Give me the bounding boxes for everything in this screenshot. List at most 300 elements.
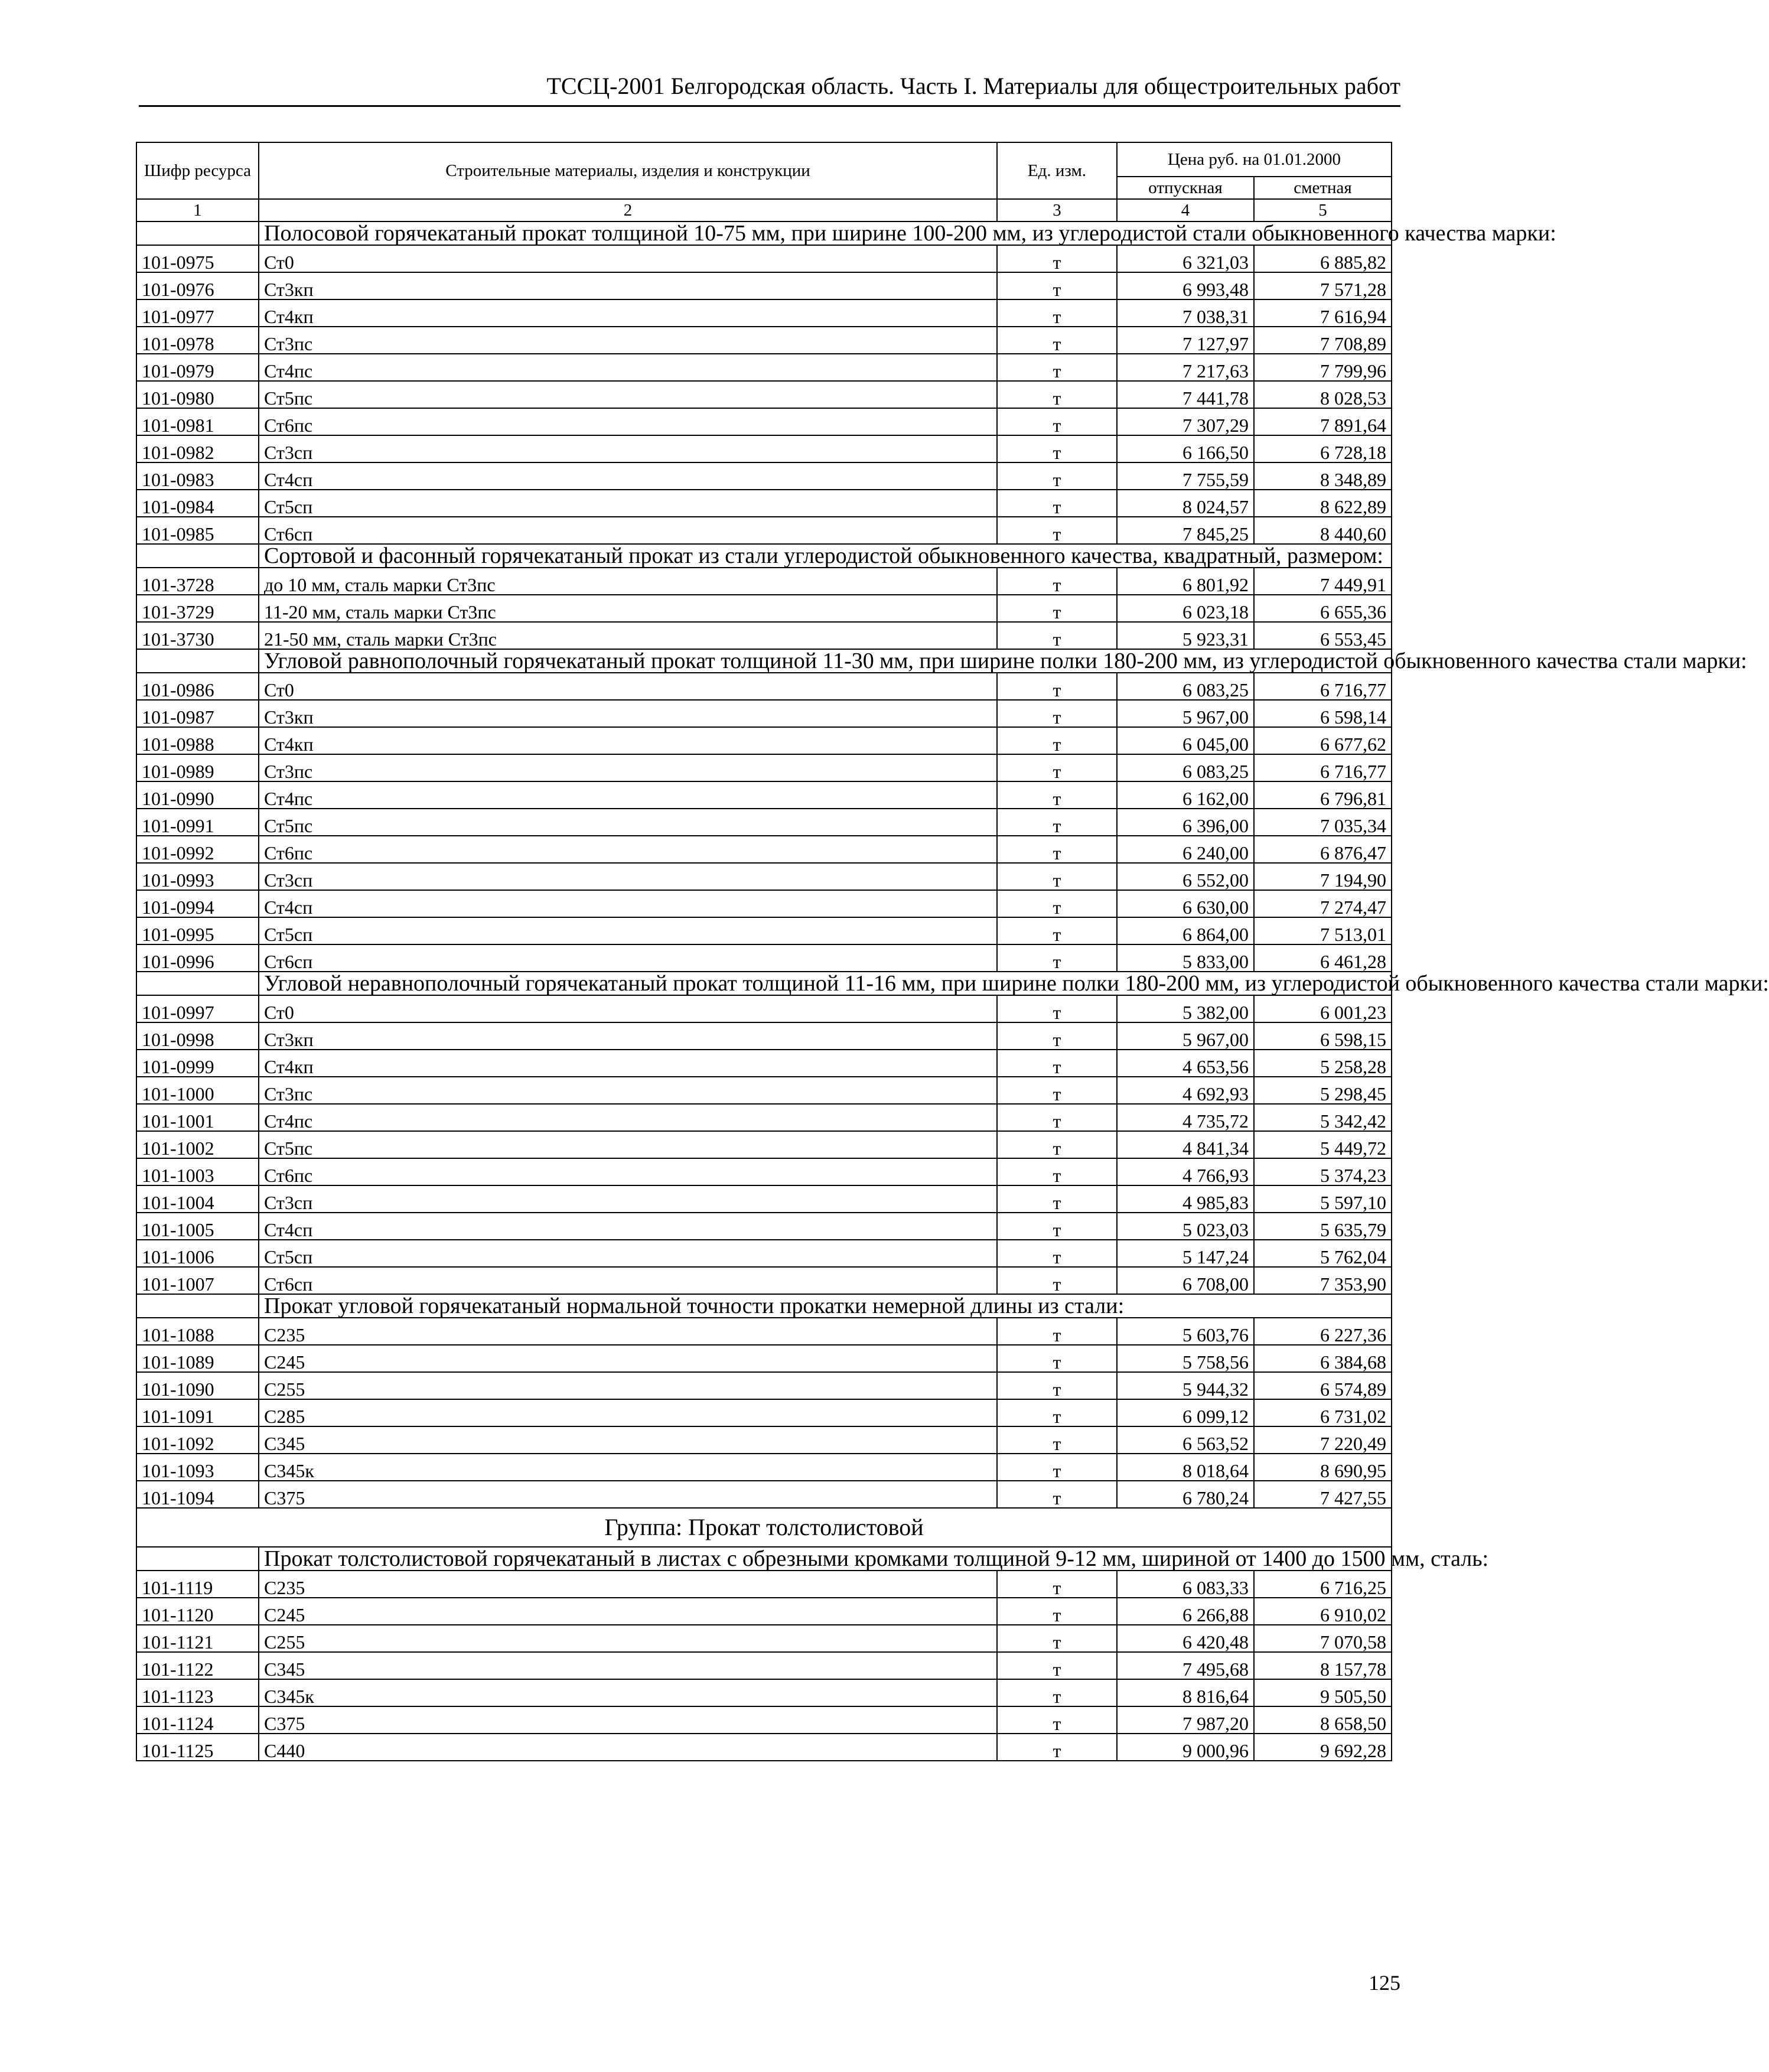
- resource-code: 101-1125: [136, 1734, 259, 1761]
- unit-cell: т: [997, 1399, 1117, 1426]
- resource-code: 101-0980: [136, 381, 259, 408]
- table-row: [136, 1652, 1392, 1679]
- section-title: Полосовой горячекатаный прокат толщиной 10-75 мм, при ширине 100-200 мм, из углеродистой стали обыкновенного качества марки:: [259, 221, 1392, 245]
- table-row: [136, 568, 1392, 595]
- price-estimate: 6 574,89: [1254, 1372, 1392, 1399]
- header-price-release: отпускная: [1117, 177, 1254, 199]
- column-number: 4: [1117, 199, 1254, 221]
- table-row: [136, 1185, 1392, 1213]
- resource-code: 101-1120: [136, 1598, 259, 1625]
- price-estimate: 6 716,77: [1254, 754, 1392, 781]
- price-release: 6 321,03: [1117, 245, 1254, 272]
- price-release: 5 758,56: [1117, 1345, 1254, 1372]
- unit-cell: т: [997, 700, 1117, 727]
- resource-code: 101-1092: [136, 1426, 259, 1454]
- price-release: 6 099,12: [1117, 1399, 1254, 1426]
- price-estimate: 6 227,36: [1254, 1318, 1392, 1345]
- material-name: С285: [259, 1399, 997, 1426]
- unit-cell: т: [997, 1158, 1117, 1185]
- price-estimate: 7 571,28: [1254, 272, 1392, 299]
- price-release: 7 307,29: [1117, 408, 1254, 435]
- resource-code: 101-0993: [136, 863, 259, 890]
- price-estimate: 6 598,15: [1254, 1022, 1392, 1050]
- table-row: [136, 381, 1392, 408]
- header-divider: [139, 105, 1400, 107]
- resource-code: 101-0977: [136, 299, 259, 327]
- column-number: 2: [259, 199, 997, 221]
- unit-cell: т: [997, 1104, 1117, 1131]
- unit-cell: т: [997, 1734, 1117, 1761]
- price-estimate: 7 708,89: [1254, 327, 1392, 354]
- table-header-row: [136, 142, 1392, 177]
- material-name: С345: [259, 1426, 997, 1454]
- price-release: 6 780,24: [1117, 1481, 1254, 1508]
- unit-cell: т: [997, 408, 1117, 435]
- table-row: [136, 1734, 1392, 1761]
- unit-cell: т: [997, 622, 1117, 649]
- table-row: [136, 1158, 1392, 1185]
- price-estimate: 5 258,28: [1254, 1050, 1392, 1077]
- resource-code: 101-0985: [136, 517, 259, 544]
- section-row: [136, 1294, 1392, 1318]
- resource-code: 101-3729: [136, 595, 259, 622]
- table-row: [136, 1598, 1392, 1625]
- section-row: [136, 649, 1392, 673]
- material-name: Ст6сп: [259, 944, 997, 972]
- unit-cell: т: [997, 299, 1117, 327]
- table-row: [136, 995, 1392, 1022]
- material-name: Ст5пс: [259, 381, 997, 408]
- table-row: [136, 1077, 1392, 1104]
- unit-cell: т: [997, 462, 1117, 490]
- table-row: [136, 1104, 1392, 1131]
- price-release: 6 266,88: [1117, 1598, 1254, 1625]
- section-title: Угловой неравнополочный горячекатаный прокат толщиной 11-16 мм, при ширине полки 180-200 мм, из углеродистой обыкновенного качества стали марки:: [259, 972, 1392, 995]
- price-release: 7 987,20: [1117, 1706, 1254, 1734]
- table-row: [136, 836, 1392, 863]
- table-row: [136, 944, 1392, 972]
- price-estimate: 8 622,89: [1254, 490, 1392, 517]
- resource-code: 101-3728: [136, 568, 259, 595]
- material-name: С245: [259, 1598, 997, 1625]
- unit-cell: т: [997, 1022, 1117, 1050]
- table-row: [136, 517, 1392, 544]
- table-row: [136, 781, 1392, 809]
- resource-code: 101-0992: [136, 836, 259, 863]
- section-row: [136, 221, 1392, 245]
- resource-code: 101-3730: [136, 622, 259, 649]
- resource-code: 101-1089: [136, 1345, 259, 1372]
- table-row: [136, 1625, 1392, 1652]
- table-row: [136, 1131, 1392, 1158]
- resource-code: 101-1094: [136, 1481, 259, 1508]
- price-release: 4 735,72: [1117, 1104, 1254, 1131]
- material-name: Ст4кп: [259, 1050, 997, 1077]
- header-code: Шифр ресурса: [136, 142, 259, 199]
- table-row: [136, 272, 1392, 299]
- unit-cell: т: [997, 890, 1117, 917]
- price-estimate: 9 692,28: [1254, 1734, 1392, 1761]
- price-estimate: 7 513,01: [1254, 917, 1392, 944]
- price-estimate: 6 716,25: [1254, 1571, 1392, 1598]
- price-release: 6 083,25: [1117, 754, 1254, 781]
- unit-cell: т: [997, 754, 1117, 781]
- material-name: Ст6сп: [259, 1267, 997, 1294]
- price-estimate: 6 598,14: [1254, 700, 1392, 727]
- header-unit: Ед. изм.: [997, 142, 1117, 199]
- unit-cell: т: [997, 1050, 1117, 1077]
- price-release: 5 833,00: [1117, 944, 1254, 972]
- resource-code: 101-0996: [136, 944, 259, 972]
- material-name: Ст0: [259, 673, 997, 700]
- price-release: 7 038,31: [1117, 299, 1254, 327]
- table-row: [136, 490, 1392, 517]
- price-release: 4 692,93: [1117, 1077, 1254, 1104]
- resource-code: 101-0998: [136, 1022, 259, 1050]
- table-row: [136, 1481, 1392, 1508]
- table-row: [136, 1318, 1392, 1345]
- header-price: Цена руб. на 01.01.2000: [1117, 142, 1392, 177]
- price-table: [136, 142, 1769, 1761]
- price-release: 4 653,56: [1117, 1050, 1254, 1077]
- price-estimate: 6 885,82: [1254, 245, 1392, 272]
- resource-code: 101-1005: [136, 1213, 259, 1240]
- material-name: Ст6сп: [259, 517, 997, 544]
- price-estimate: 6 728,18: [1254, 435, 1392, 462]
- unit-cell: т: [997, 1679, 1117, 1706]
- price-estimate: 8 658,50: [1254, 1706, 1392, 1734]
- column-number: 5: [1254, 199, 1392, 221]
- resource-code: 101-1093: [136, 1454, 259, 1481]
- material-name: Ст3сп: [259, 863, 997, 890]
- table-row: [136, 1372, 1392, 1399]
- material-name: Ст3пс: [259, 1077, 997, 1104]
- table-row: [136, 327, 1392, 354]
- column-number: 1: [136, 199, 259, 221]
- price-estimate: 7 035,34: [1254, 809, 1392, 836]
- price-estimate: 5 597,10: [1254, 1185, 1392, 1213]
- material-name: Ст3пс: [259, 327, 997, 354]
- material-name: Ст5пс: [259, 809, 997, 836]
- column-number: 3: [997, 199, 1117, 221]
- price-release: 7 755,59: [1117, 462, 1254, 490]
- price-release: 5 603,76: [1117, 1318, 1254, 1345]
- section-code-cell: [136, 1547, 259, 1571]
- table-row: [136, 354, 1392, 381]
- section-code-cell: [136, 221, 259, 245]
- price-release: 6 023,18: [1117, 595, 1254, 622]
- resource-code: 101-0999: [136, 1050, 259, 1077]
- price-release: 6 552,00: [1117, 863, 1254, 890]
- resource-code: 101-1122: [136, 1652, 259, 1679]
- table-row: [136, 863, 1392, 890]
- price-estimate: 5 342,42: [1254, 1104, 1392, 1131]
- resource-code: 101-1088: [136, 1318, 259, 1345]
- unit-cell: т: [997, 381, 1117, 408]
- price-release: 6 396,00: [1117, 809, 1254, 836]
- price-estimate: 7 449,91: [1254, 568, 1392, 595]
- unit-cell: т: [997, 1185, 1117, 1213]
- section-row: [136, 544, 1392, 568]
- resource-code: 101-0987: [136, 700, 259, 727]
- unit-cell: т: [997, 809, 1117, 836]
- price-estimate: 9 505,50: [1254, 1679, 1392, 1706]
- unit-cell: т: [997, 944, 1117, 972]
- price-release: 6 045,00: [1117, 727, 1254, 754]
- price-estimate: 8 690,95: [1254, 1454, 1392, 1481]
- price-release: 7 217,63: [1117, 354, 1254, 381]
- resource-code: 101-0982: [136, 435, 259, 462]
- material-name: С375: [259, 1706, 997, 1734]
- table-row: [136, 1399, 1392, 1426]
- unit-cell: т: [997, 1481, 1117, 1508]
- resource-code: 101-0994: [136, 890, 259, 917]
- material-name: Ст6пс: [259, 408, 997, 435]
- price-estimate: 8 157,78: [1254, 1652, 1392, 1679]
- section-code-cell: [136, 1294, 259, 1318]
- material-name: Ст5пс: [259, 1131, 997, 1158]
- price-release: 5 967,00: [1117, 700, 1254, 727]
- material-name: Ст6пс: [259, 836, 997, 863]
- unit-cell: т: [997, 1571, 1117, 1598]
- unit-cell: т: [997, 595, 1117, 622]
- material-name: Ст4сп: [259, 1213, 997, 1240]
- table-row: [136, 1213, 1392, 1240]
- price-estimate: 5 762,04: [1254, 1240, 1392, 1267]
- price-estimate: 7 799,96: [1254, 354, 1392, 381]
- price-estimate: 8 348,89: [1254, 462, 1392, 490]
- table-row: [136, 673, 1392, 700]
- section-title: Сортовой и фасонный горячекатаный прокат из стали углеродистой обыкновенного качества, квадратный, размером:: [259, 544, 1392, 568]
- price-release: 9 000,96: [1117, 1734, 1254, 1761]
- material-name: С345к: [259, 1454, 997, 1481]
- table-row: [136, 595, 1392, 622]
- material-name: Ст3кп: [259, 272, 997, 299]
- resource-code: 101-0979: [136, 354, 259, 381]
- resource-code: 101-0995: [136, 917, 259, 944]
- price-estimate: 7 070,58: [1254, 1625, 1392, 1652]
- material-name: Ст3кп: [259, 700, 997, 727]
- section-title: Угловой равнополочный горячекатаный прокат толщиной 11-30 мм, при ширине полки 180-200 мм, из углеродистой обыкновенного качества стали марки:: [259, 649, 1392, 673]
- resource-code: 101-1124: [136, 1706, 259, 1734]
- section-title: Прокат толстолистовой горячекатаный в листах с обрезными кромками толщиной 9-12 мм, шириной от 1400 до 1500 мм, сталь:: [259, 1547, 1392, 1571]
- price-estimate: 6 876,47: [1254, 836, 1392, 863]
- material-name: Ст4кп: [259, 727, 997, 754]
- price-estimate: 5 374,23: [1254, 1158, 1392, 1185]
- price-release: 8 816,64: [1117, 1679, 1254, 1706]
- material-name: Ст5сп: [259, 917, 997, 944]
- header-price-estimate: сметная: [1254, 177, 1392, 199]
- unit-cell: т: [997, 1213, 1117, 1240]
- material-name: С345к: [259, 1679, 997, 1706]
- price-release: 4 841,34: [1117, 1131, 1254, 1158]
- price-estimate: 6 461,28: [1254, 944, 1392, 972]
- table-row: [136, 245, 1392, 272]
- resource-code: 101-1119: [136, 1571, 259, 1598]
- price-release: 5 967,00: [1117, 1022, 1254, 1050]
- price-estimate: 6 655,36: [1254, 595, 1392, 622]
- resource-code: 101-1091: [136, 1399, 259, 1426]
- table-row: [136, 917, 1392, 944]
- unit-cell: т: [997, 727, 1117, 754]
- material-name: Ст0: [259, 245, 997, 272]
- price-release: 7 495,68: [1117, 1652, 1254, 1679]
- price-release: 5 147,24: [1117, 1240, 1254, 1267]
- unit-cell: т: [997, 1706, 1117, 1734]
- unit-cell: т: [997, 836, 1117, 863]
- material-name: Ст4пс: [259, 781, 997, 809]
- resource-code: 101-1090: [136, 1372, 259, 1399]
- price-estimate: 7 274,47: [1254, 890, 1392, 917]
- price-release: 4 985,83: [1117, 1185, 1254, 1213]
- price-release: 5 923,31: [1117, 622, 1254, 649]
- material-name: Ст4пс: [259, 354, 997, 381]
- resource-code: 101-1121: [136, 1625, 259, 1652]
- resource-code: 101-0984: [136, 490, 259, 517]
- price-release: 6 708,00: [1117, 1267, 1254, 1294]
- resource-code: 101-0976: [136, 272, 259, 299]
- material-name: Ст4кп: [259, 299, 997, 327]
- unit-cell: т: [997, 1598, 1117, 1625]
- unit-cell: т: [997, 1131, 1117, 1158]
- unit-cell: т: [997, 1345, 1117, 1372]
- price-release: 5 023,03: [1117, 1213, 1254, 1240]
- price-estimate: 6 553,45: [1254, 622, 1392, 649]
- unit-cell: т: [997, 995, 1117, 1022]
- resource-code: 101-1007: [136, 1267, 259, 1294]
- unit-cell: т: [997, 1625, 1117, 1652]
- table-row: [136, 754, 1392, 781]
- unit-cell: т: [997, 1372, 1117, 1399]
- unit-cell: т: [997, 917, 1117, 944]
- material-name: С245: [259, 1345, 997, 1372]
- table-row: [136, 1571, 1392, 1598]
- table-row: [136, 809, 1392, 836]
- unit-cell: т: [997, 673, 1117, 700]
- resource-code: 101-0997: [136, 995, 259, 1022]
- unit-cell: т: [997, 327, 1117, 354]
- unit-cell: т: [997, 435, 1117, 462]
- unit-cell: т: [997, 1267, 1117, 1294]
- table-row: [136, 1240, 1392, 1267]
- material-name: до 10 мм, сталь марки Ст3пс: [259, 568, 997, 595]
- price-estimate: 7 427,55: [1254, 1481, 1392, 1508]
- resource-code: 101-0981: [136, 408, 259, 435]
- table-row: [136, 299, 1392, 327]
- price-release: 6 993,48: [1117, 272, 1254, 299]
- price-estimate: 6 910,02: [1254, 1598, 1392, 1625]
- price-release: 7 441,78: [1117, 381, 1254, 408]
- resource-code: 101-0986: [136, 673, 259, 700]
- price-release: 6 083,25: [1117, 673, 1254, 700]
- group-title: Группа: Прокат толстолистовой: [136, 1508, 1392, 1547]
- price-estimate: 5 298,45: [1254, 1077, 1392, 1104]
- material-name: С440: [259, 1734, 997, 1761]
- price-estimate: 5 449,72: [1254, 1131, 1392, 1158]
- material-name: Ст3сп: [259, 435, 997, 462]
- unit-cell: т: [997, 245, 1117, 272]
- price-release: 6 166,50: [1117, 435, 1254, 462]
- price-release: 8 024,57: [1117, 490, 1254, 517]
- price-estimate: 6 716,77: [1254, 673, 1392, 700]
- unit-cell: т: [997, 1318, 1117, 1345]
- price-estimate: 7 220,49: [1254, 1426, 1392, 1454]
- table-row: [136, 622, 1392, 649]
- price-release: 6 083,33: [1117, 1571, 1254, 1598]
- price-release: 6 864,00: [1117, 917, 1254, 944]
- resource-code: 101-1001: [136, 1104, 259, 1131]
- resource-code: 101-1002: [136, 1131, 259, 1158]
- price-release: 7 127,97: [1117, 327, 1254, 354]
- resource-code: 101-1123: [136, 1679, 259, 1706]
- material-name: 11-20 мм, сталь марки Ст3пс: [259, 595, 997, 622]
- price-estimate: 8 028,53: [1254, 381, 1392, 408]
- price-release: 6 563,52: [1117, 1426, 1254, 1454]
- unit-cell: т: [997, 1077, 1117, 1104]
- table-body: [136, 221, 1769, 1761]
- table-row: [136, 727, 1392, 754]
- table-row: [136, 408, 1392, 435]
- table-row: [136, 1454, 1392, 1481]
- table-row: [136, 1426, 1392, 1454]
- material-name: Ст4пс: [259, 1104, 997, 1131]
- unit-cell: т: [997, 781, 1117, 809]
- price-release: 6 420,48: [1117, 1625, 1254, 1652]
- section-row: [136, 1547, 1392, 1571]
- section-code-cell: [136, 972, 259, 995]
- price-release: 4 766,93: [1117, 1158, 1254, 1185]
- resource-code: 101-0991: [136, 809, 259, 836]
- price-estimate: 5 635,79: [1254, 1213, 1392, 1240]
- table-row: [136, 1050, 1392, 1077]
- unit-cell: т: [997, 517, 1117, 544]
- material-name: С255: [259, 1625, 997, 1652]
- price-release: 8 018,64: [1117, 1454, 1254, 1481]
- material-name: С255: [259, 1372, 997, 1399]
- resource-code: 101-1003: [136, 1158, 259, 1185]
- column-numbers-row: [136, 199, 1392, 221]
- unit-cell: т: [997, 1454, 1117, 1481]
- material-name: Ст0: [259, 995, 997, 1022]
- unit-cell: т: [997, 1426, 1117, 1454]
- table-row: [136, 890, 1392, 917]
- price-estimate: 6 677,62: [1254, 727, 1392, 754]
- price-release: 6 630,00: [1117, 890, 1254, 917]
- price-release: 6 162,00: [1117, 781, 1254, 809]
- price-estimate: 6 001,23: [1254, 995, 1392, 1022]
- price-release: 5 382,00: [1117, 995, 1254, 1022]
- resource-code: 101-0983: [136, 462, 259, 490]
- resource-code: 101-0975: [136, 245, 259, 272]
- unit-cell: т: [997, 1240, 1117, 1267]
- price-estimate: 6 731,02: [1254, 1399, 1392, 1426]
- unit-cell: т: [997, 272, 1117, 299]
- resource-code: 101-0990: [136, 781, 259, 809]
- unit-cell: т: [997, 1652, 1117, 1679]
- material-name: Ст3пс: [259, 754, 997, 781]
- unit-cell: т: [997, 490, 1117, 517]
- price-estimate: 7 616,94: [1254, 299, 1392, 327]
- unit-cell: т: [997, 354, 1117, 381]
- resource-code: 101-1000: [136, 1077, 259, 1104]
- price-release: 6 240,00: [1117, 836, 1254, 863]
- resource-code: 101-0978: [136, 327, 259, 354]
- material-name: С375: [259, 1481, 997, 1508]
- price-estimate: 7 891,64: [1254, 408, 1392, 435]
- material-name: Ст5сп: [259, 490, 997, 517]
- material-name: 21-50 мм, сталь марки Ст3пс: [259, 622, 997, 649]
- material-name: С345: [259, 1652, 997, 1679]
